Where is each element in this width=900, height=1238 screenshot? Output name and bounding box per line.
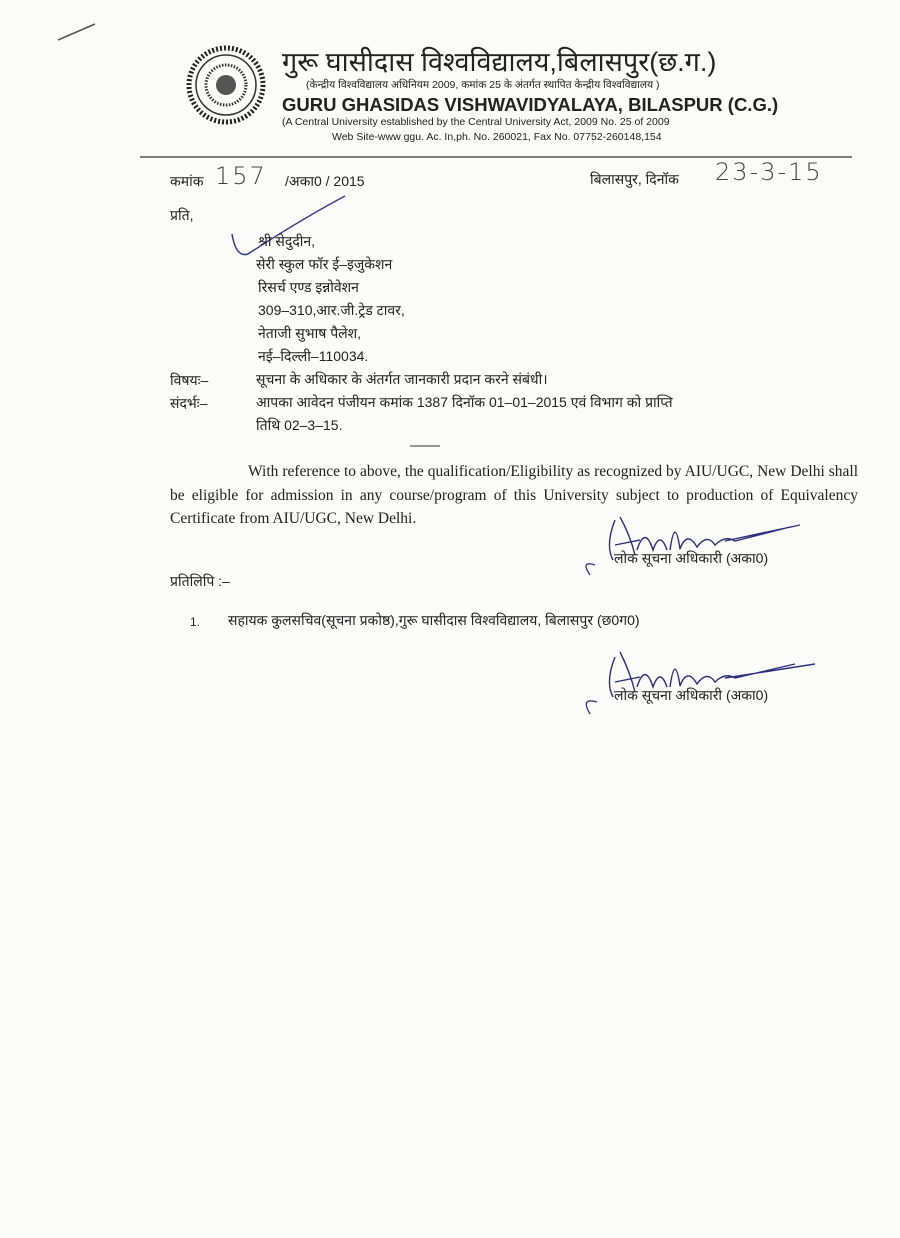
- university-seal-icon: [186, 45, 266, 125]
- context-text: आपका आवेदन पंजीयन कमांक 1387 दिनॉक 01–01–2015 एवं विभाग को प्राप्ति: [256, 394, 673, 410]
- signature-title: लोक सूचना अधिकारी (अका0): [614, 687, 769, 703]
- subject-label: विषयः–: [170, 372, 209, 388]
- place-date-label: बिलासपुर, दिनॉक: [590, 171, 679, 187]
- reference-label: कमांक: [170, 173, 204, 189]
- subtitle-hindi: (केन्द्रीय विश्वविद्यालय अधिनियम 2009, कमांक 25 के अंतर्गत स्थापित केन्द्रीय विश्वविद्यालय ): [306, 79, 660, 91]
- context-label: संदर्भः–: [170, 395, 208, 411]
- body-paragraph: With reference to above, the qualification/Eligibility as recognized by AIU/UGC, New Delhi shall be eligible for admission in any course/program of this University subject to production of Equivalency Certificate from AIU/UGC, New Delhi.: [170, 463, 858, 527]
- address-line: सेरी स्कुल फॉर ई–इजुकेशन: [256, 256, 393, 272]
- date: 23-3-15: [715, 158, 823, 186]
- signature-title: लोक सूचना अधिकारी (अका0): [614, 550, 769, 566]
- reference-number: 157: [215, 162, 267, 190]
- context-text-continued: तिथि 02–3–15.: [256, 417, 343, 433]
- address-line: नेताजी सुभाष पैलेश,: [258, 325, 362, 341]
- contact-info: Web Site-www ggu. Ac. In,ph. No. 260021, Fax No. 07752-260148,154: [332, 131, 662, 143]
- subject-text: सूचना के अधिकार के अंतर्गत जानकारी प्रदान करने संबंधी।: [256, 371, 548, 387]
- address-line: 309–310,आर.जी.ट्रेड टावर,: [258, 302, 405, 318]
- signature: [575, 642, 825, 717]
- copy-item-number: 1.: [190, 615, 201, 629]
- title-hindi: गुरू घासीदास विश्वविद्यालय,बिलासपुर(छ.ग.): [282, 47, 717, 77]
- reference-suffix: /अका0 / 2015: [285, 173, 365, 189]
- established-note: (A Central University established by the Central University Act, 2009 No. 25 of 2009: [282, 116, 670, 128]
- address-line: श्री सेदुदीन,: [258, 233, 316, 249]
- address-line: रिसर्च एण्ड इन्नोवेशन: [258, 279, 359, 295]
- to-label: प्रति,: [170, 207, 194, 223]
- copy-item-text: सहायक कुलसचिव(सूचना प्रकोष्ठ),गुरू घासीदास विश्वविद्यालय, बिलासपुर (छ0ग0): [228, 612, 640, 628]
- address-line: नई–दिल्ली–110034.: [258, 348, 369, 364]
- title-english: GURU GHASIDAS VISHWAVIDYALAYA, BILASPUR (C.G.): [282, 94, 779, 115]
- copy-label: प्रतिलिपि :–: [170, 573, 230, 589]
- signature: [575, 505, 815, 580]
